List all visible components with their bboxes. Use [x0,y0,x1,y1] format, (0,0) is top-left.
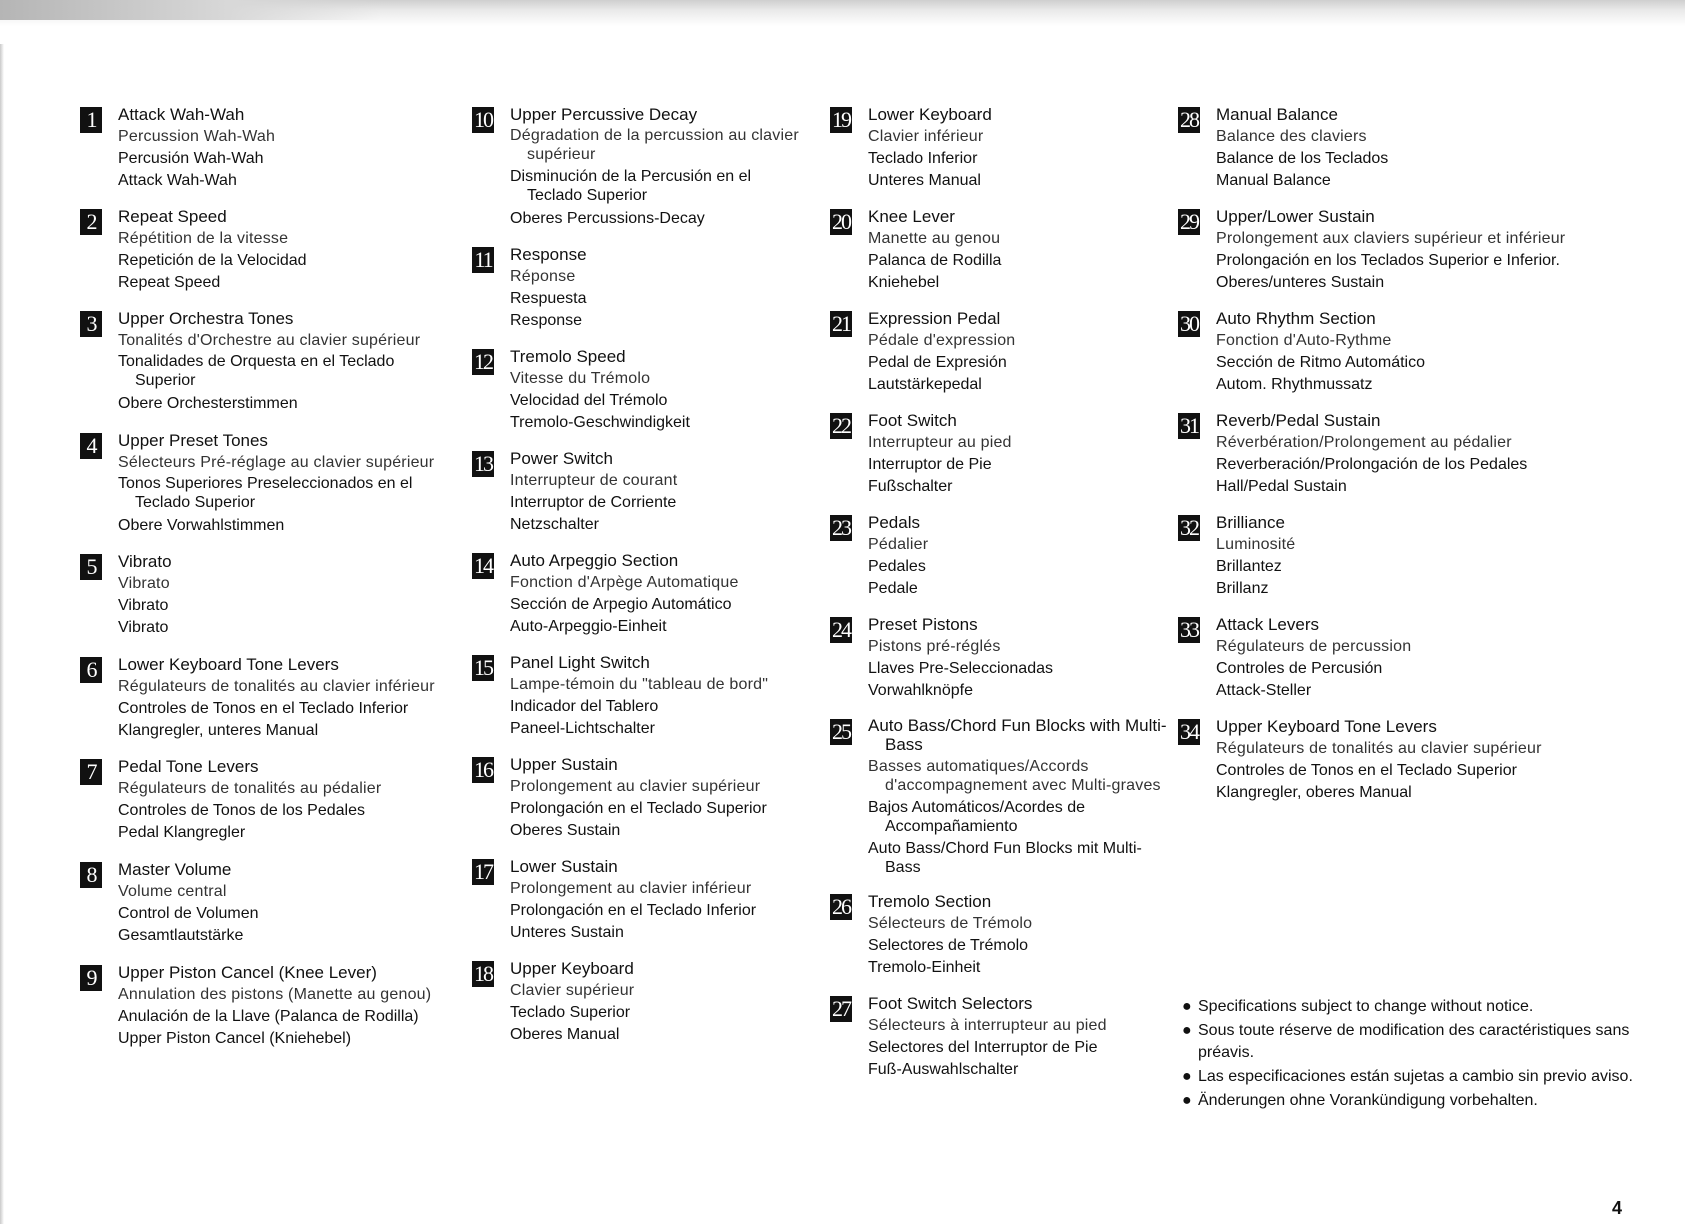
label-de: Auto-Arpeggio-Einheit [510,618,667,635]
entry-10 [472,104,827,230]
entry-20 [830,206,1175,294]
label-fr: Basses automatiques/Accords d'accompagnement avec Multi-graves [868,758,1161,794]
label-en: Auto Rhythm Section [1216,309,1376,328]
label-de: Response [510,312,583,329]
bullet-icon: ● [1182,1068,1192,1085]
label-es: Controles de Tonos en el Teclado Inferior [118,700,409,717]
label-es: Reverberación/Prolongación de los Pedales [1216,456,1528,473]
entry-3 [80,308,470,415]
entry-26 [830,891,1175,979]
entry-13 [472,448,827,536]
entry-32 [1178,512,1658,600]
label-de: Lautstärkepedal [868,376,982,393]
column-2 [472,104,827,1046]
entry-1 [80,104,470,192]
label-en: Preset Pistons [868,615,978,634]
item-number-badge: 18 [474,961,492,986]
label-de: Manual Balance [1216,172,1331,189]
bullet-icon: ● [1182,1022,1192,1039]
entry-14 [472,550,827,638]
item-number-badge: 27 [832,996,850,1021]
label-en: Lower Sustain [510,857,618,876]
note-text: Las especificaciones están sujetas a cambio sin previo aviso. [1198,1068,1633,1085]
item-number-badge: 15 [474,655,492,680]
label-es: Selectores del Interruptor de Pie [868,1039,1098,1056]
label-en: Attack Levers [1216,615,1319,634]
label-de: Attack-Steller [1216,682,1312,699]
note-en [1182,996,1652,1018]
item-number-badge: 10 [474,107,492,132]
item-number-badge: 11 [472,247,494,273]
label-de: Auto Bass/Chord Fun Blocks mit Multi-Bass [868,840,1142,876]
entry-15 [472,652,827,740]
label-es: Velocidad del Trémolo [510,392,668,409]
label-de: Tremolo-Einheit [868,959,981,976]
label-de: Klangregler, unteres Manual [118,722,319,739]
label-es: Respuesta [510,290,587,307]
label-es: Prolongación en el Teclado Inferior [510,902,757,919]
column-4 [1178,104,1658,804]
page-number: 4 [1612,1198,1623,1218]
label-de: Repeat Speed [118,274,221,291]
label-de: Unteres Manual [868,172,981,189]
entry-16 [472,754,827,842]
label-fr: Fonction d'Arpège Automatique [510,574,739,591]
label-de: Brillanz [1216,580,1269,597]
label-en: Pedals [868,513,920,532]
label-fr: Prolongement aux claviers supérieur et inférieur [1216,230,1566,247]
item-number-badge: 6 [80,657,102,683]
entry-29 [1178,206,1658,294]
label-fr: Annulation des pistons (Manette au genou) [118,986,432,1003]
entry-33 [1178,614,1658,702]
item-number-badge: 22 [832,413,850,438]
item-number-badge: 3 [80,311,102,337]
label-en: Upper Keyboard Tone Levers [1216,717,1437,736]
label-fr: Sélecteurs à interrupteur au pied [868,1017,1107,1034]
label-de: Pedal Klangregler [118,824,246,841]
column-1 [80,104,470,1050]
label-fr: Fonction d'Auto-Rythme [1216,332,1392,349]
entry-34 [1178,716,1658,804]
label-en: Auto Bass/Chord Fun Blocks with Multi-Bass [868,716,1167,754]
label-fr: Pistons pré-réglés [868,638,1001,655]
label-en: Power Switch [510,449,613,468]
note-es [1182,1066,1652,1088]
entry-17 [472,856,827,944]
entry-23 [830,512,1175,600]
label-es: Vibrato [118,597,169,614]
label-es: Pedales [868,558,926,575]
bullet-icon: ● [1182,1092,1192,1109]
label-en: Foot Switch Selectors [868,994,1033,1013]
label-en: Reverb/Pedal Sustain [1216,411,1381,430]
entry-8 [80,859,470,947]
label-en: Brilliance [1216,513,1285,532]
entry-27 [830,993,1175,1081]
label-en: Panel Light Switch [510,653,650,672]
label-en: Lower Keyboard [868,105,992,124]
label-en: Repeat Speed [118,207,227,226]
note-text: Änderungen ohne Vorankündigung vorbehalten. [1198,1092,1538,1109]
label-fr: Vibrato [118,575,170,592]
label-fr: Dégradation de la percussion au clavier supérieur [510,127,799,163]
label-es: Indicador del Tablero [510,698,659,715]
label-fr: Luminosité [1216,536,1296,553]
label-de: Oberes/unteres Sustain [1216,274,1385,291]
item-number-badge: 7 [80,759,102,785]
item-number-badge: 23 [832,515,850,540]
entry-9 [80,962,470,1050]
label-es: Llaves Pre-Seleccionadas [868,660,1053,677]
label-en: Upper Orchestra Tones [118,309,294,328]
label-es: Prolongación en los Teclados Superior e Inferior. [1216,252,1560,269]
label-de: Autom. Rhythmussatz [1216,376,1373,393]
label-en: Response [510,245,587,264]
label-de: Fußschalter [868,478,953,495]
entry-25 [830,716,1175,877]
scan-left-edge [0,44,4,1224]
label-fr: Répétition de la vitesse [118,230,289,247]
label-fr: Percussion Wah-Wah [118,128,276,145]
item-number-badge: 2 [80,209,102,235]
item-number-badge: 31 [1180,413,1198,438]
label-de: Obere Orchesterstimmen [118,395,298,412]
entry-28 [1178,104,1658,192]
label-en: Foot Switch [868,411,957,430]
label-de: Obere Vorwahlstimmen [118,517,285,534]
entry-6 [80,654,470,742]
item-number-badge: 29 [1180,209,1198,234]
item-number-badge: 33 [1180,617,1198,642]
item-number-badge: 16 [474,757,492,782]
label-de: Oberes Sustain [510,822,621,839]
label-fr: Interrupteur de courant [510,472,678,489]
label-de: Oberes Percussions-Decay [510,210,705,227]
label-de: Upper Piston Cancel (Kniehebel) [118,1030,352,1047]
column-3 [830,104,1175,1081]
note-fr [1182,1020,1652,1064]
label-en: Auto Arpeggio Section [510,551,679,570]
note-text: Sous toute réserve de modification des caractéristiques sans préavis. [1198,1022,1630,1061]
item-number-badge: 13 [474,451,492,476]
label-fr: Lampe-témoin du "tableau de bord" [510,676,769,693]
label-fr: Régulateurs de tonalités au clavier inférieur [118,678,435,695]
label-es: Brillantez [1216,558,1282,575]
label-fr: Vitesse du Trémolo [510,370,651,387]
label-es: Controles de Percusión [1216,660,1383,677]
label-en: Upper/Lower Sustain [1216,207,1375,226]
label-en: Pedal Tone Levers [118,757,259,776]
label-en: Upper Percussive Decay [510,105,698,124]
label-de: Fuß-Auswahlschalter [868,1061,1019,1078]
item-number-badge: 28 [1180,107,1198,132]
label-de: Vibrato [118,619,169,636]
scan-top-streak [0,0,380,20]
label-fr: Clavier supérieur [510,982,635,999]
label-es: Control de Volumen [118,905,259,922]
item-number-badge: 32 [1180,515,1198,540]
label-es: Sección de Arpegio Automático [510,596,732,613]
label-es: Teclado Inferior [868,150,978,167]
label-de: Paneel-Lichtschalter [510,720,655,737]
label-en: Upper Preset Tones [118,431,268,450]
item-number-badge: 9 [80,965,102,991]
label-de: Attack Wah-Wah [118,172,237,189]
label-es: Prolongación en el Teclado Superior [510,800,767,817]
entry-7 [80,756,470,844]
label-fr: Prolongement au clavier supérieur [510,778,761,795]
label-en: Tremolo Section [868,892,992,911]
label-en: Upper Sustain [510,755,618,774]
label-es: Percusión Wah-Wah [118,150,264,167]
item-number-badge: 12 [474,349,492,374]
label-es: Balance de los Teclados [1216,150,1389,167]
label-en: Vibrato [118,552,172,571]
label-fr: Régulateurs de percussion [1216,638,1412,655]
label-de: Netzschalter [510,516,599,533]
bullet-icon: ● [1182,998,1192,1015]
label-en: Knee Lever [868,207,955,226]
label-fr: Prolongement au clavier inférieur [510,880,752,897]
label-en: Tremolo Speed [510,347,626,366]
label-fr: Réverbération/Prolongement au pédalier [1216,434,1512,451]
entry-5 [80,551,470,639]
item-number-badge: 5 [80,554,102,580]
label-fr: Pédale d'expression [868,332,1016,349]
label-de: Hall/Pedal Sustain [1216,478,1347,495]
label-en: Lower Keyboard Tone Levers [118,655,339,674]
label-de: Kniehebel [868,274,940,291]
label-de: Pedale [868,580,918,597]
label-de: Vorwahlknöpfe [868,682,973,699]
label-es: Tonos Superiores Preseleccionados en el Teclado Superior [118,475,413,511]
label-es: Tonalidades de Orquesta en el Teclado Superior [118,353,395,389]
entry-19 [830,104,1175,192]
item-number-badge: 30 [1180,311,1198,336]
label-fr: Clavier inférieur [868,128,984,145]
label-fr: Volume central [118,883,227,900]
note-de [1182,1090,1652,1112]
label-es: Disminución de la Percusión en el Teclado Superior [510,168,752,204]
label-es: Controles de Tonos de los Pedales [118,802,365,819]
label-de: Gesamtlautstärke [118,927,244,944]
label-en: Upper Keyboard [510,959,634,978]
label-fr: Régulateurs de tonalités au clavier supérieur [1216,740,1542,757]
label-de: Oberes Manual [510,1026,620,1043]
label-es: Bajos Automáticos/Acordes de Accompañamiento [868,799,1086,835]
item-number-badge: 4 [80,433,102,459]
label-fr: Régulateurs de tonalités au pédalier [118,780,382,797]
item-number-badge: 1 [80,107,102,133]
entry-12 [472,346,827,434]
label-fr: Interrupteur au pied [868,434,1012,451]
item-number-badge: 21 [832,311,850,336]
label-fr: Tonalités d'Orchestre au clavier supérieur [118,332,421,349]
label-es: Interruptor de Pie [868,456,992,473]
entry-11 [472,244,827,332]
label-en: Expression Pedal [868,309,1001,328]
entry-22 [830,410,1175,498]
label-de: Unteres Sustain [510,924,624,941]
entry-21 [830,308,1175,396]
label-fr: Sélecteurs Pré-réglage au clavier supérieur [118,454,435,471]
entry-4 [80,430,470,537]
label-de: Klangregler, oberes Manual [1216,784,1412,801]
label-en: Attack Wah-Wah [118,105,245,124]
label-en: Master Volume [118,860,232,879]
label-fr: Sélecteurs de Trémolo [868,915,1033,932]
label-es: Palanca de Rodilla [868,252,1002,269]
specification-notes [1182,996,1652,1114]
entry-2 [80,206,470,294]
item-number-badge: 26 [832,894,850,919]
entry-30 [1178,308,1658,396]
label-de: Tremolo-Geschwindigkeit [510,414,690,431]
label-en: Manual Balance [1216,105,1338,124]
label-fr: Balance des claviers [1216,128,1367,145]
label-es: Anulación de la Llave (Palanca de Rodilla) [118,1008,419,1025]
label-es: Sección de Ritmo Automático [1216,354,1425,371]
label-es: Interruptor de Corriente [510,494,677,511]
entry-18 [472,958,827,1046]
label-es: Selectores de Trémolo [868,937,1029,954]
item-number-badge: 17 [474,859,492,884]
item-number-badge: 34 [1180,719,1198,744]
item-number-badge: 19 [832,107,850,132]
item-number-badge: 14 [474,553,492,578]
label-es: Repetición de la Velocidad [118,252,307,269]
label-fr: Réponse [510,268,576,285]
label-es: Pedal de Expresión [868,354,1007,371]
item-number-badge: 8 [80,862,102,888]
label-fr: Pédalier [868,536,929,553]
entry-31 [1178,410,1658,498]
item-number-badge: 25 [832,719,850,744]
item-number-badge: 24 [832,617,850,642]
label-es: Controles de Tonos en el Teclado Superior [1216,762,1517,779]
label-en: Upper Piston Cancel (Knee Lever) [118,963,377,982]
label-fr: Manette au genou [868,230,1001,247]
item-number-badge: 20 [832,209,850,234]
entry-24 [830,614,1175,702]
note-text: Specifications subject to change without notice. [1198,998,1534,1015]
label-es: Teclado Superior [510,1004,631,1021]
